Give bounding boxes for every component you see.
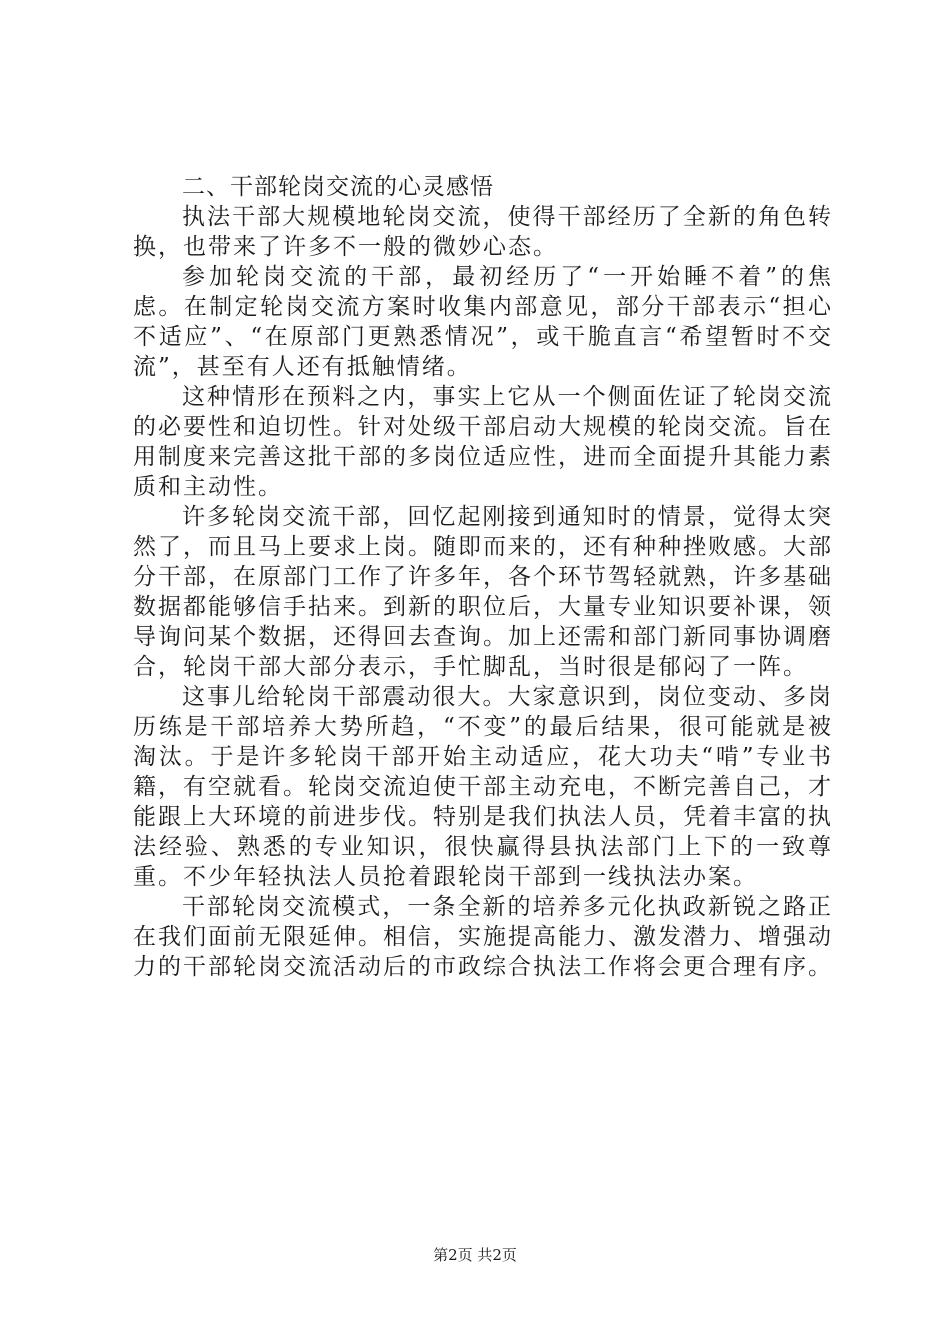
paragraph-3: 这种情形在预料之内，事实上它从一个侧面佐证了轮岗交流的必要性和迫切性。针对处级干部启动大规模的轮岗交流。旨在用制度来完善这批干部的多岗位适应性，进而全面提升其能力素质和主动性。 <box>133 384 833 500</box>
paragraph-5: 这事儿给轮岗干部震动很大。大家意识到，岗位变动、多岗历练是干部培养大势所趋，“不变”的最后结果，很可能就是被淘汰。于是许多轮岗干部开始主动适应，花大功夫“啃”专业书籍，有空就看。轮岗交流迫使干部主动充电，不断完善自己，才能跟上大环境的前进步伐。特别是我们执法人员，凭着丰富的执法经验、熟悉的专业知识，很快赢得县执法部门上下的一致尊重。不少年轻执法人员抢着跟轮岗干部到一线执法办案。 <box>133 684 833 890</box>
paragraph-1: 执法干部大规模地轮岗交流，使得干部经历了全新的角色转换，也带来了许多不一般的微妙心态。 <box>133 204 833 260</box>
section-heading: 二、干部轮岗交流的心灵感悟 <box>182 174 494 200</box>
paragraph-4: 许多轮岗交流干部，回忆起刚接到通知时的情景，觉得太突然了，而且马上要求上岗。随即而来的，还有种种挫败感。大部分干部，在原部门工作了许多年，各个环节驾轻就熟，许多基础数据都能够信手拈来。到新的职位后，大量专业知识要补课，领导询问某个数据，还得回去查询。加上还需和部门新同事协调磨合，轮岗干部大部分表示，手忙脚乱，当时很是郁闷了一阵。 <box>133 504 833 680</box>
page-footer: 第2页 共2页 <box>433 1246 517 1264</box>
paragraph-6: 干部轮岗交流模式，一条全新的培养多元化执政新锐之路正在我们面前无限延伸。相信，实施提高能力、激发潜力、增强动力的干部轮岗交流活动后的市政综合执法工作将会更合理有序。 <box>133 894 833 980</box>
document-body <box>133 172 833 982</box>
paragraph-2: 参加轮岗交流的干部，最初经历了“一开始睡不着”的焦虑。在制定轮岗交流方案时收集内部意见，部分干部表示“担心不适应”、“在原部门更熟悉情况”，或干脆直言“希望暂时不交流”，甚至有人还有抵触情绪。 <box>133 264 833 380</box>
